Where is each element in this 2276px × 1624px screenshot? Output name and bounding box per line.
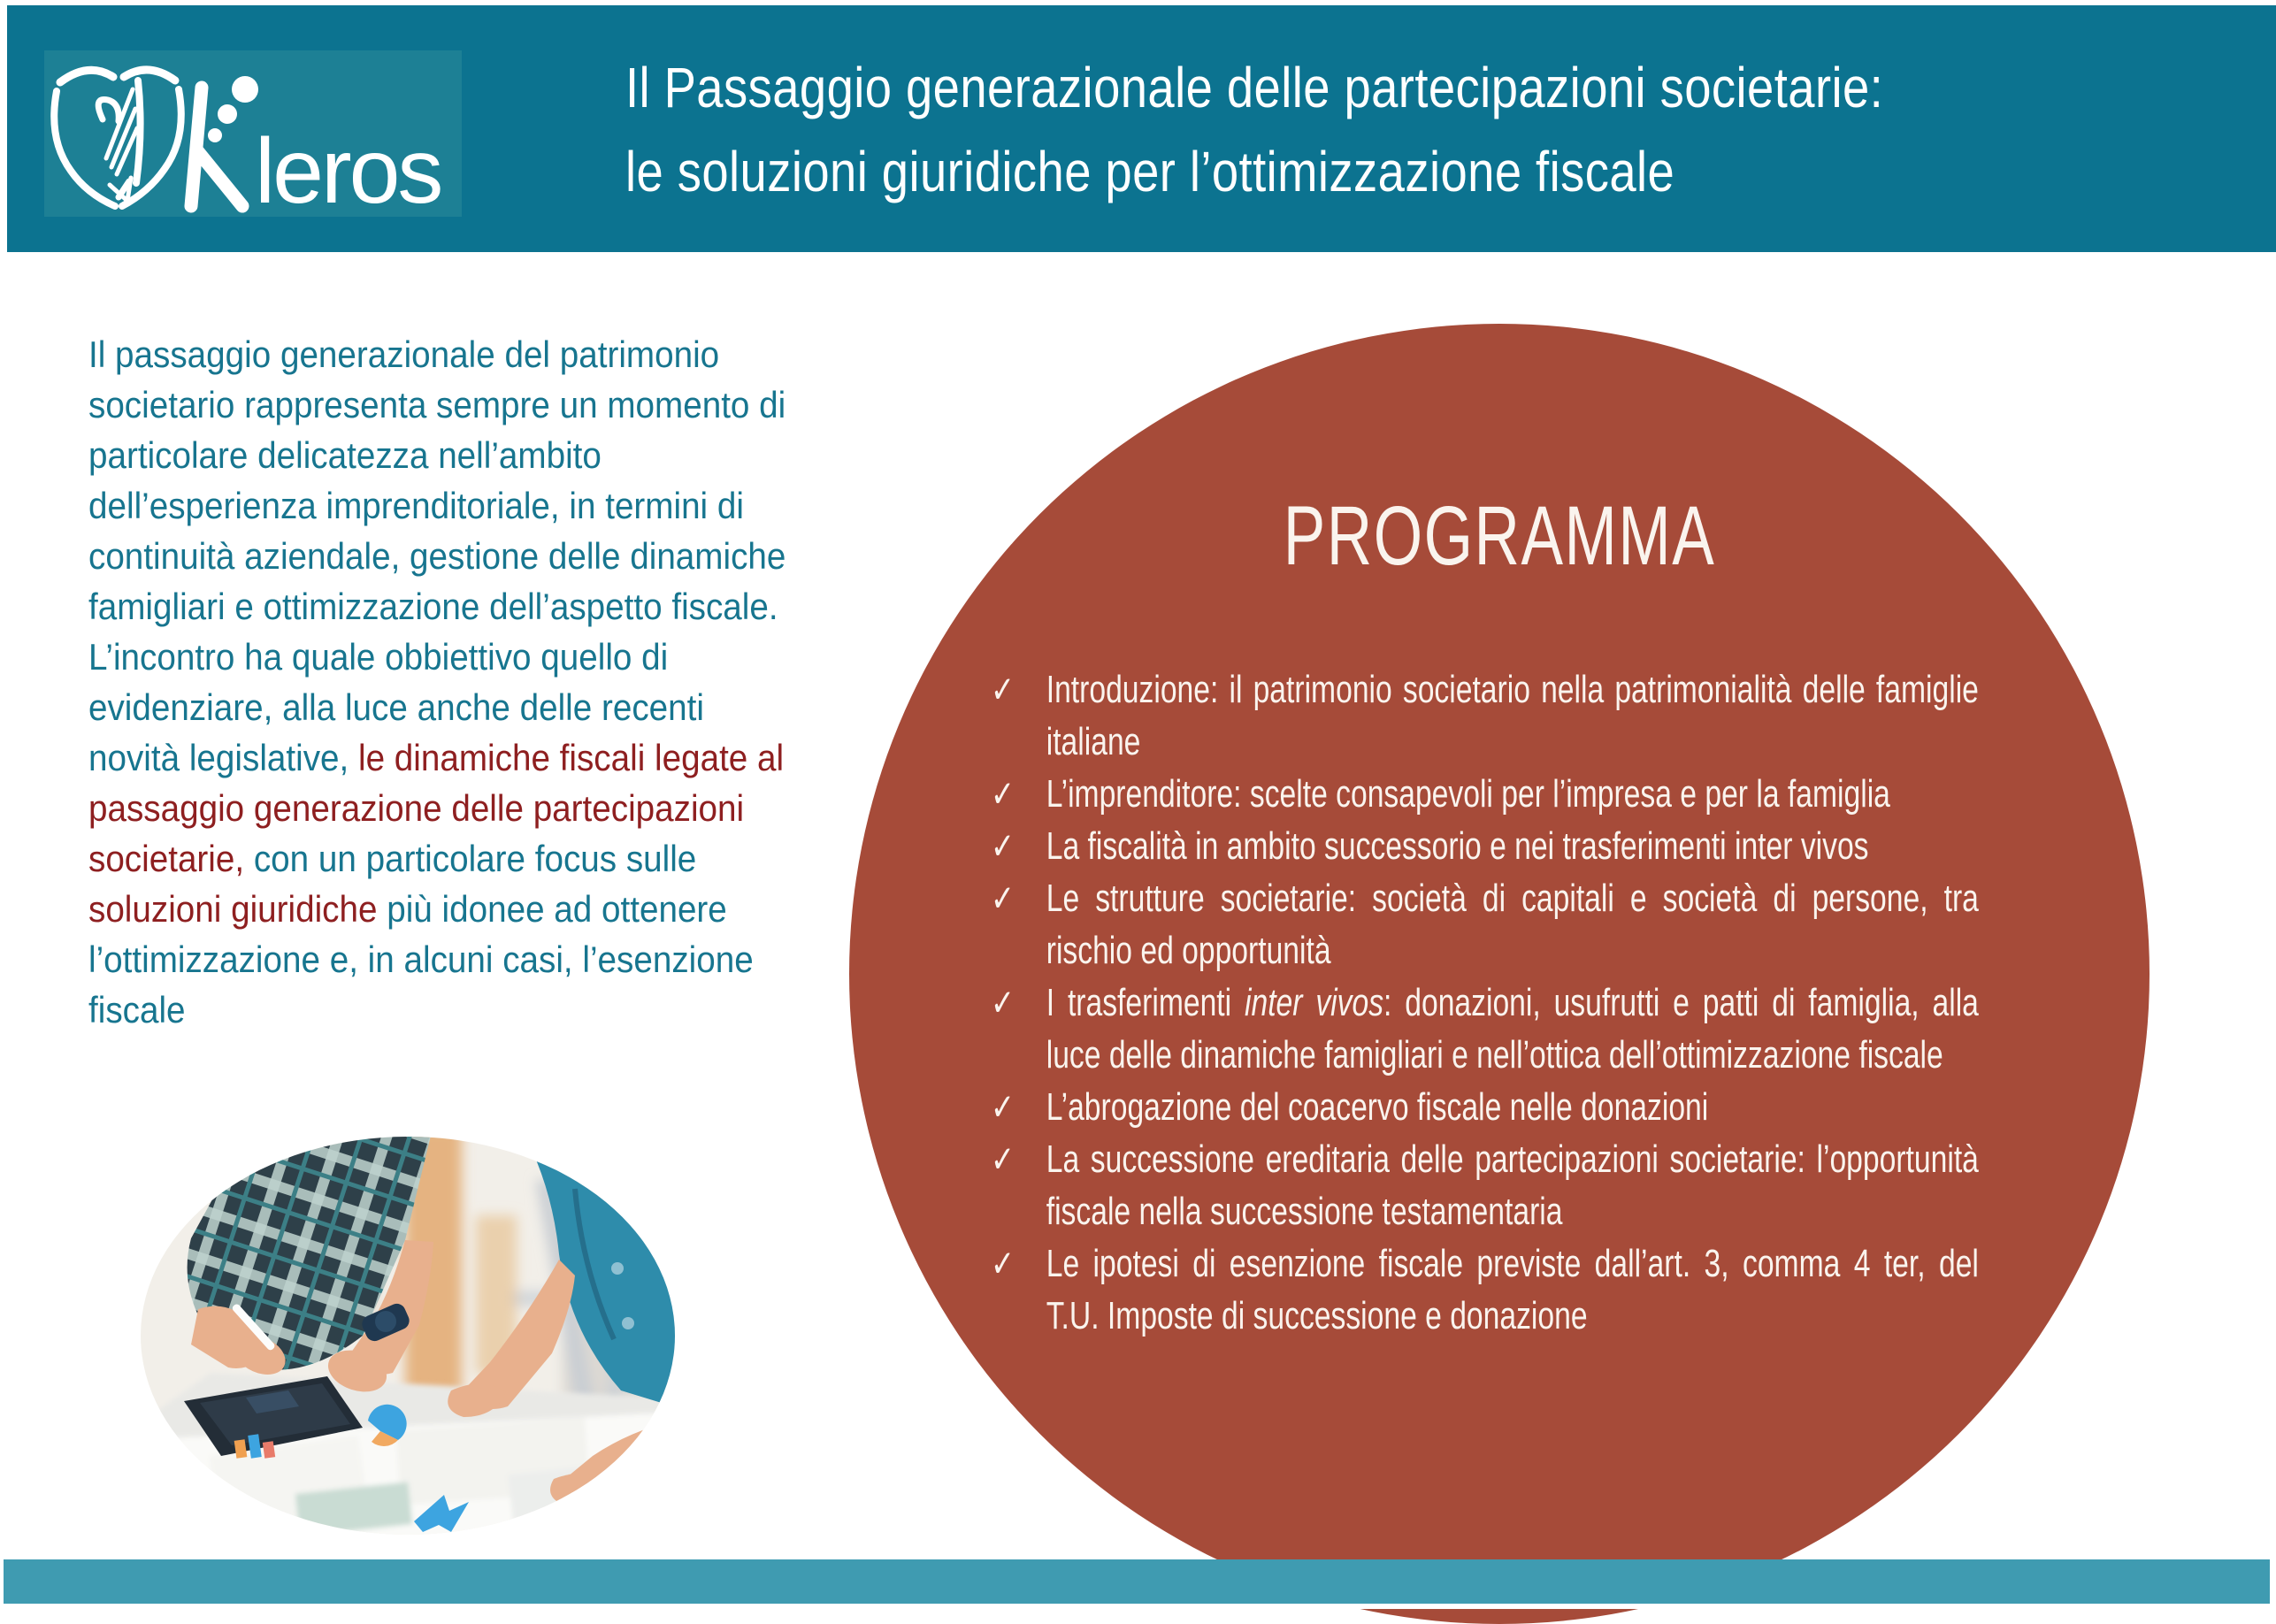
check-icon: ✓ <box>991 1243 1015 1284</box>
text-segment: La successione ereditaria delle partecipazioni societarie: l’opportunità fiscale nella successione testamentaria <box>1046 1138 1979 1233</box>
programma-item-text <box>1046 768 1979 820</box>
kleros-logo-text: leros <box>255 120 441 217</box>
text-segment: le dinamiche fiscali legate al passaggio generazione delle partecipazioni societarie, <box>88 737 785 879</box>
text-segment: : donazioni, usufrutti e patti di famiglia, alla luce delle dinamiche famigliari e nell’ottica dell’ottimizzazione fiscale <box>1046 981 1979 1076</box>
programma-item <box>991 1081 1979 1133</box>
check-icon: ✓ <box>991 773 1015 815</box>
programma-item-text <box>1046 977 1979 1081</box>
text-segment: Il passaggio generazionale del patrimonio societario rappresenta sempre un momento di particolare delicatezza nell’ambito dell’esperienza imprenditoriale, in termini di continuità aziendale, gestione delle dinamiche famigliari e ottimizzazione dell’aspetto fiscale. L’incontro ha quale obbiettivo quello di evidenziare, alla luce anche delle recenti novità legislative, <box>88 333 786 778</box>
programma-item <box>991 663 1979 768</box>
programma-item <box>991 872 1979 977</box>
programma-item <box>991 820 1979 872</box>
programma-item-text <box>1046 1237 1979 1342</box>
check-icon: ✓ <box>991 669 1015 710</box>
kleros-logo <box>44 50 462 217</box>
programma-item-text <box>1046 1133 1979 1237</box>
page-title-line2: le soluzioni giuridiche per l’ottimizzazione fiscale <box>625 140 1675 203</box>
text-segment: soluzioni giuridiche <box>88 888 378 930</box>
text-segment: inter vivos <box>1244 981 1384 1024</box>
check-icon: ✓ <box>991 982 1015 1023</box>
programma-item-text <box>1046 820 1979 872</box>
check-icon: ✓ <box>991 825 1015 867</box>
programma-list <box>991 663 1979 1342</box>
check-icon: ✓ <box>991 1086 1015 1128</box>
programma-item-text <box>1046 1081 1979 1133</box>
programma-item-text <box>1046 872 1979 977</box>
text-segment: L’abrogazione del coacervo fiscale nelle donazioni <box>1046 1085 1709 1129</box>
check-icon: ✓ <box>991 1138 1015 1180</box>
check-icon: ✓ <box>991 877 1015 919</box>
text-segment: più idonee ad ottenere l’ottimizzazione e, in alcuni casi, l’esenzione fiscale <box>88 888 754 1030</box>
kleros-logo-icon <box>44 50 462 217</box>
programma-item <box>991 977 1979 1081</box>
text-segment: Le strutture societarie: società di capitali e società di persone, tra rischio ed opportunità <box>1046 877 1979 972</box>
intro-paragraph <box>88 329 805 1035</box>
bottom-margin <box>0 1604 2276 1609</box>
text-segment: La fiscalità in ambito successorio e nei trasferimenti inter vivos <box>1046 824 1869 868</box>
text-segment: I trasferimenti <box>1046 981 1245 1024</box>
text-segment: L’imprenditore: scelte consapevoli per l’impresa e per la famiglia <box>1046 772 1890 816</box>
programma-heading: PROGRAMMA <box>1283 489 1716 583</box>
programma-item <box>991 1237 1979 1342</box>
programma-item <box>991 1133 1979 1237</box>
page-title <box>625 46 2054 214</box>
footer-bar <box>4 1559 2270 1604</box>
text-segment: Le ipotesi di esenzione fiscale previste dall’art. 3, comma 4 ter, del T.U. Imposte di successione e donazione <box>1046 1242 1979 1337</box>
page-title-line1: Il Passaggio generazionale delle partecipazioni societarie: <box>625 56 1884 119</box>
text-segment: Introduzione: il patrimonio societario nella patrimonialità delle famiglie italiane <box>1046 668 1979 763</box>
text-segment: con un particolare focus sulle <box>244 838 697 879</box>
programma-item <box>991 768 1979 820</box>
team-working-photo <box>140 1136 676 1536</box>
programma-item-text <box>1046 663 1979 768</box>
